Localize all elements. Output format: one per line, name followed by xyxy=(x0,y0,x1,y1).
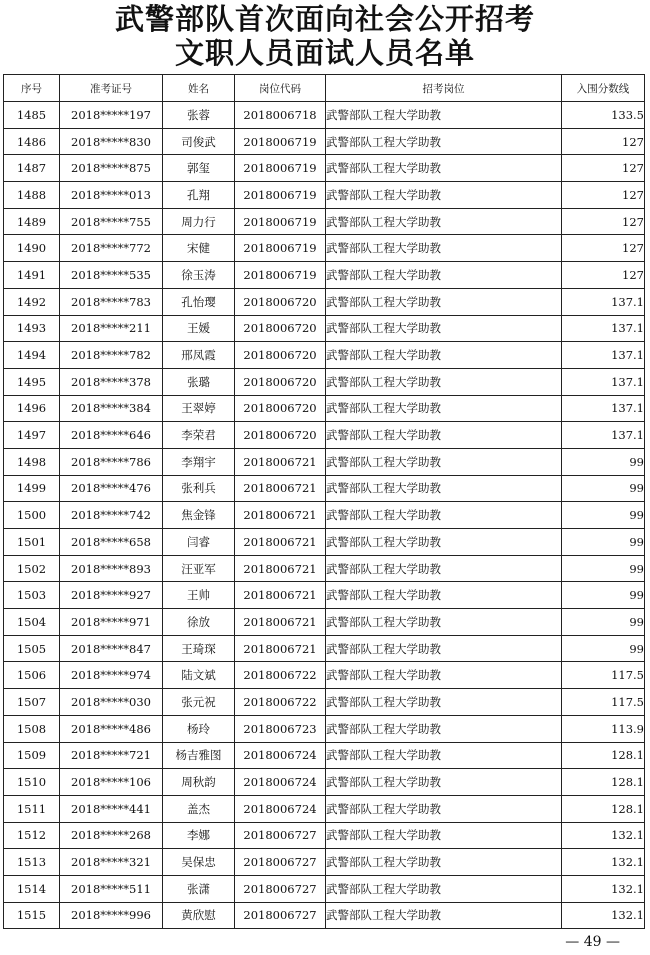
admission-ticket-cell: 2018*****476 xyxy=(60,475,163,502)
admission-ticket-cell: 2018*****847 xyxy=(60,635,163,662)
position-cell: 武警部队工程大学助教 xyxy=(326,262,562,289)
admission-ticket-cell: 2018*****197 xyxy=(60,102,163,129)
serial-number-cell: 1504 xyxy=(4,609,60,636)
name-cell: 徐玉涛 xyxy=(163,262,235,289)
table-row xyxy=(4,208,645,235)
admission-ticket-cell: 2018*****511 xyxy=(60,875,163,902)
cutoff-score-cell: 132.1 xyxy=(562,902,645,929)
cutoff-score-cell: 137.1 xyxy=(562,368,645,395)
position-cell: 武警部队工程大学助教 xyxy=(326,662,562,689)
name-cell: 李娜 xyxy=(163,822,235,849)
position-code-cell: 2018006720 xyxy=(235,288,326,315)
position-cell: 武警部队工程大学助教 xyxy=(326,795,562,822)
serial-number-cell: 1502 xyxy=(4,555,60,582)
table-row xyxy=(4,689,645,716)
position-code-cell: 2018006727 xyxy=(235,822,326,849)
serial-number-cell: 1487 xyxy=(4,155,60,182)
position-cell: 武警部队工程大学助教 xyxy=(326,529,562,556)
name-cell: 司俊武 xyxy=(163,128,235,155)
position-cell: 武警部队工程大学助教 xyxy=(326,769,562,796)
admission-ticket-cell: 2018*****321 xyxy=(60,849,163,876)
table-row xyxy=(4,742,645,769)
admission-ticket-cell: 2018*****755 xyxy=(60,208,163,235)
position-cell: 武警部队工程大学助教 xyxy=(326,208,562,235)
position-cell: 武警部队工程大学助教 xyxy=(326,368,562,395)
name-cell: 张蓉 xyxy=(163,102,235,129)
admission-ticket-cell: 2018*****658 xyxy=(60,529,163,556)
table-row xyxy=(4,342,645,369)
table-row xyxy=(4,635,645,662)
name-cell: 张璐 xyxy=(163,368,235,395)
cutoff-score-cell: 127 xyxy=(562,182,645,209)
admission-ticket-cell: 2018*****927 xyxy=(60,582,163,609)
name-cell: 杨吉雅图 xyxy=(163,742,235,769)
admission-ticket-cell: 2018*****996 xyxy=(60,902,163,929)
admission-ticket-cell: 2018*****106 xyxy=(60,769,163,796)
cutoff-score-cell: 127 xyxy=(562,128,645,155)
position-cell: 武警部队工程大学助教 xyxy=(326,635,562,662)
cutoff-score-cell: 99 xyxy=(562,448,645,475)
position-code-cell: 2018006727 xyxy=(235,849,326,876)
position-code-cell: 2018006718 xyxy=(235,102,326,129)
position-cell: 武警部队工程大学助教 xyxy=(326,609,562,636)
serial-number-cell: 1511 xyxy=(4,795,60,822)
table-row xyxy=(4,288,645,315)
position-code-cell: 2018006720 xyxy=(235,342,326,369)
position-code-cell: 2018006720 xyxy=(235,422,326,449)
position-code-cell: 2018006721 xyxy=(235,475,326,502)
position-cell: 武警部队工程大学助教 xyxy=(326,288,562,315)
position-cell: 武警部队工程大学助教 xyxy=(326,689,562,716)
header-position: 招考岗位 xyxy=(326,75,562,102)
document-title-line-2: 文职人员面试人员名单 xyxy=(174,36,475,70)
serial-number-cell: 1508 xyxy=(4,715,60,742)
admission-ticket-cell: 2018*****646 xyxy=(60,422,163,449)
cutoff-score-cell: 99 xyxy=(562,609,645,636)
name-cell: 汪亚军 xyxy=(163,555,235,582)
cutoff-score-cell: 99 xyxy=(562,555,645,582)
serial-number-cell: 1489 xyxy=(4,208,60,235)
serial-number-cell: 1485 xyxy=(4,102,60,129)
table-header-row xyxy=(4,75,645,102)
serial-number-cell: 1490 xyxy=(4,235,60,262)
table-row xyxy=(4,395,645,422)
position-code-cell: 2018006724 xyxy=(235,795,326,822)
table-row xyxy=(4,102,645,129)
serial-number-cell: 1514 xyxy=(4,875,60,902)
serial-number-cell: 1513 xyxy=(4,849,60,876)
cutoff-score-cell: 137.1 xyxy=(562,288,645,315)
table-row xyxy=(4,715,645,742)
name-cell: 王媛 xyxy=(163,315,235,342)
position-cell: 武警部队工程大学助教 xyxy=(326,475,562,502)
cutoff-score-cell: 132.1 xyxy=(562,875,645,902)
serial-number-cell: 1488 xyxy=(4,182,60,209)
position-code-cell: 2018006720 xyxy=(235,315,326,342)
table-row xyxy=(4,448,645,475)
position-cell: 武警部队工程大学助教 xyxy=(326,715,562,742)
admission-ticket-cell: 2018*****486 xyxy=(60,715,163,742)
cutoff-score-cell: 128.1 xyxy=(562,769,645,796)
admission-ticket-cell: 2018*****384 xyxy=(60,395,163,422)
position-code-cell: 2018006721 xyxy=(235,609,326,636)
position-code-cell: 2018006721 xyxy=(235,555,326,582)
name-cell: 徐放 xyxy=(163,609,235,636)
cutoff-score-cell: 127 xyxy=(562,235,645,262)
serial-number-cell: 1506 xyxy=(4,662,60,689)
cutoff-score-cell: 137.1 xyxy=(562,395,645,422)
admission-ticket-cell: 2018*****378 xyxy=(60,368,163,395)
table-row xyxy=(4,662,645,689)
position-code-cell: 2018006723 xyxy=(235,715,326,742)
position-cell: 武警部队工程大学助教 xyxy=(326,422,562,449)
position-code-cell: 2018006721 xyxy=(235,502,326,529)
admission-ticket-cell: 2018*****875 xyxy=(60,155,163,182)
position-code-cell: 2018006719 xyxy=(235,182,326,209)
cutoff-score-cell: 99 xyxy=(562,635,645,662)
name-cell: 焦金锋 xyxy=(163,502,235,529)
name-cell: 周秋韵 xyxy=(163,769,235,796)
admission-ticket-cell: 2018*****971 xyxy=(60,609,163,636)
interview-roster-table xyxy=(3,74,645,929)
position-cell: 武警部队工程大学助教 xyxy=(326,182,562,209)
serial-number-cell: 1510 xyxy=(4,769,60,796)
position-cell: 武警部队工程大学助教 xyxy=(326,235,562,262)
page-number: — 49 — xyxy=(565,934,620,950)
position-cell: 武警部队工程大学助教 xyxy=(326,582,562,609)
serial-number-cell: 1505 xyxy=(4,635,60,662)
position-code-cell: 2018006721 xyxy=(235,582,326,609)
admission-ticket-cell: 2018*****974 xyxy=(60,662,163,689)
cutoff-score-cell: 128.1 xyxy=(562,742,645,769)
admission-ticket-cell: 2018*****742 xyxy=(60,502,163,529)
position-code-cell: 2018006719 xyxy=(235,208,326,235)
admission-ticket-cell: 2018*****893 xyxy=(60,555,163,582)
cutoff-score-cell: 137.1 xyxy=(562,315,645,342)
cutoff-score-cell: 133.5 xyxy=(562,102,645,129)
cutoff-score-cell: 132.1 xyxy=(562,849,645,876)
cutoff-score-cell: 117.5 xyxy=(562,689,645,716)
cutoff-score-cell: 99 xyxy=(562,475,645,502)
serial-number-cell: 1496 xyxy=(4,395,60,422)
admission-ticket-cell: 2018*****721 xyxy=(60,742,163,769)
serial-number-cell: 1515 xyxy=(4,902,60,929)
table-row xyxy=(4,822,645,849)
table-row xyxy=(4,182,645,209)
table-row xyxy=(4,582,645,609)
position-cell: 武警部队工程大学助教 xyxy=(326,448,562,475)
cutoff-score-cell: 99 xyxy=(562,529,645,556)
table-body xyxy=(4,102,645,929)
header-admission-ticket: 准考证号 xyxy=(60,75,163,102)
position-cell: 武警部队工程大学助教 xyxy=(326,315,562,342)
table-row xyxy=(4,529,645,556)
table-row xyxy=(4,155,645,182)
cutoff-score-cell: 127 xyxy=(562,155,645,182)
name-cell: 陆文斌 xyxy=(163,662,235,689)
admission-ticket-cell: 2018*****013 xyxy=(60,182,163,209)
serial-number-cell: 1499 xyxy=(4,475,60,502)
name-cell: 郭玺 xyxy=(163,155,235,182)
cutoff-score-cell: 137.1 xyxy=(562,422,645,449)
admission-ticket-cell: 2018*****535 xyxy=(60,262,163,289)
table-row xyxy=(4,795,645,822)
table-row xyxy=(4,262,645,289)
position-code-cell: 2018006719 xyxy=(235,262,326,289)
position-cell: 武警部队工程大学助教 xyxy=(326,742,562,769)
position-code-cell: 2018006722 xyxy=(235,689,326,716)
admission-ticket-cell: 2018*****786 xyxy=(60,448,163,475)
position-code-cell: 2018006719 xyxy=(235,155,326,182)
cutoff-score-cell: 99 xyxy=(562,502,645,529)
serial-number-cell: 1497 xyxy=(4,422,60,449)
table-row xyxy=(4,555,645,582)
name-cell: 宋健 xyxy=(163,235,235,262)
position-cell: 武警部队工程大学助教 xyxy=(326,849,562,876)
serial-number-cell: 1493 xyxy=(4,315,60,342)
admission-ticket-cell: 2018*****783 xyxy=(60,288,163,315)
serial-number-cell: 1491 xyxy=(4,262,60,289)
name-cell: 李翔宇 xyxy=(163,448,235,475)
position-cell: 武警部队工程大学助教 xyxy=(326,102,562,129)
cutoff-score-cell: 113.9 xyxy=(562,715,645,742)
admission-ticket-cell: 2018*****268 xyxy=(60,822,163,849)
position-code-cell: 2018006724 xyxy=(235,742,326,769)
serial-number-cell: 1492 xyxy=(4,288,60,315)
header-position-code: 岗位代码 xyxy=(235,75,326,102)
position-code-cell: 2018006720 xyxy=(235,368,326,395)
table-row xyxy=(4,609,645,636)
admission-ticket-cell: 2018*****211 xyxy=(60,315,163,342)
position-code-cell: 2018006720 xyxy=(235,395,326,422)
serial-number-cell: 1494 xyxy=(4,342,60,369)
cutoff-score-cell: 127 xyxy=(562,262,645,289)
position-cell: 武警部队工程大学助教 xyxy=(326,502,562,529)
name-cell: 孔翔 xyxy=(163,182,235,209)
name-cell: 王帅 xyxy=(163,582,235,609)
cutoff-score-cell: 137.1 xyxy=(562,342,645,369)
admission-ticket-cell: 2018*****772 xyxy=(60,235,163,262)
admission-ticket-cell: 2018*****782 xyxy=(60,342,163,369)
cutoff-score-cell: 132.1 xyxy=(562,822,645,849)
cutoff-score-cell: 99 xyxy=(562,582,645,609)
position-cell: 武警部队工程大学助教 xyxy=(326,395,562,422)
name-cell: 孔怡璎 xyxy=(163,288,235,315)
table-row xyxy=(4,235,645,262)
header-name: 姓名 xyxy=(163,75,235,102)
table-row xyxy=(4,902,645,929)
table-row xyxy=(4,422,645,449)
position-code-cell: 2018006727 xyxy=(235,875,326,902)
table-row xyxy=(4,368,645,395)
position-code-cell: 2018006721 xyxy=(235,529,326,556)
cutoff-score-cell: 128.1 xyxy=(562,795,645,822)
position-code-cell: 2018006719 xyxy=(235,235,326,262)
position-cell: 武警部队工程大学助教 xyxy=(326,155,562,182)
cutoff-score-cell: 117.5 xyxy=(562,662,645,689)
name-cell: 邢凤霞 xyxy=(163,342,235,369)
name-cell: 张利兵 xyxy=(163,475,235,502)
serial-number-cell: 1501 xyxy=(4,529,60,556)
name-cell: 盖杰 xyxy=(163,795,235,822)
serial-number-cell: 1503 xyxy=(4,582,60,609)
position-cell: 武警部队工程大学助教 xyxy=(326,822,562,849)
position-cell: 武警部队工程大学助教 xyxy=(326,128,562,155)
cutoff-score-cell: 127 xyxy=(562,208,645,235)
serial-number-cell: 1507 xyxy=(4,689,60,716)
table-row xyxy=(4,475,645,502)
position-cell: 武警部队工程大学助教 xyxy=(326,555,562,582)
table-row xyxy=(4,875,645,902)
table-row xyxy=(4,128,645,155)
name-cell: 杨玲 xyxy=(163,715,235,742)
admission-ticket-cell: 2018*****830 xyxy=(60,128,163,155)
position-code-cell: 2018006719 xyxy=(235,128,326,155)
position-code-cell: 2018006724 xyxy=(235,769,326,796)
position-cell: 武警部队工程大学助教 xyxy=(326,875,562,902)
serial-number-cell: 1500 xyxy=(4,502,60,529)
table-row xyxy=(4,769,645,796)
header-serial-number: 序号 xyxy=(4,75,60,102)
header-cutoff-score: 入围分数线 xyxy=(562,75,645,102)
name-cell: 王琦琛 xyxy=(163,635,235,662)
position-code-cell: 2018006722 xyxy=(235,662,326,689)
name-cell: 李荣君 xyxy=(163,422,235,449)
position-code-cell: 2018006721 xyxy=(235,448,326,475)
table-row xyxy=(4,315,645,342)
position-cell: 武警部队工程大学助教 xyxy=(326,902,562,929)
table-row xyxy=(4,849,645,876)
name-cell: 张潇 xyxy=(163,875,235,902)
serial-number-cell: 1495 xyxy=(4,368,60,395)
name-cell: 闫睿 xyxy=(163,529,235,556)
position-code-cell: 2018006721 xyxy=(235,635,326,662)
serial-number-cell: 1498 xyxy=(4,448,60,475)
serial-number-cell: 1509 xyxy=(4,742,60,769)
serial-number-cell: 1512 xyxy=(4,822,60,849)
name-cell: 张元祝 xyxy=(163,689,235,716)
admission-ticket-cell: 2018*****030 xyxy=(60,689,163,716)
name-cell: 黄欣慰 xyxy=(163,902,235,929)
name-cell: 周力行 xyxy=(163,208,235,235)
name-cell: 王翠婷 xyxy=(163,395,235,422)
admission-ticket-cell: 2018*****441 xyxy=(60,795,163,822)
position-code-cell: 2018006727 xyxy=(235,902,326,929)
serial-number-cell: 1486 xyxy=(4,128,60,155)
table-row xyxy=(4,502,645,529)
document-title-line-1: 武警部队首次面向社会公开招考 xyxy=(114,2,535,36)
position-cell: 武警部队工程大学助教 xyxy=(326,342,562,369)
name-cell: 吴保忠 xyxy=(163,849,235,876)
